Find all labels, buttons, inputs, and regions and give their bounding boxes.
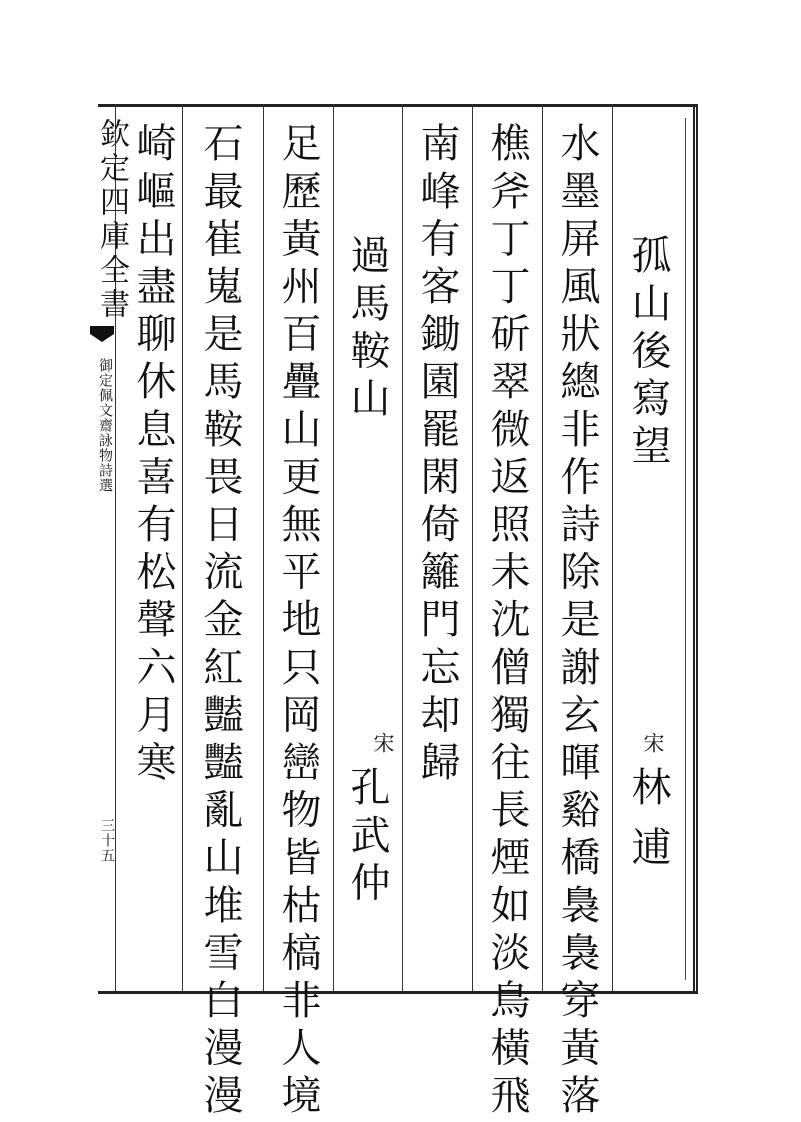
poem-dynasty: 宋 — [371, 732, 395, 756]
column-rule — [263, 104, 264, 991]
column-rule — [182, 104, 183, 991]
column-rule — [333, 104, 334, 991]
poem-line: 水墨屏風狀總非作詩除是謝玄暉谿橋裊裊穿黃落 — [554, 122, 600, 1122]
poem-author: 林逋 — [625, 766, 671, 886]
poem-line: 足歷黃州百疊山更無平地只岡巒物皆枯槁非人境 — [275, 122, 321, 1122]
column-rule — [472, 104, 473, 991]
column-rule — [542, 104, 543, 991]
book-title: 欽定四庫全書 — [94, 118, 129, 322]
poem-title: 孤山後寫望 — [625, 234, 671, 472]
fishtail-mark-icon — [88, 322, 116, 346]
column-rule — [612, 104, 613, 991]
poem-line: 南峰有客鋤園罷閑倚籬門忘却歸 — [414, 122, 460, 789]
poem-author: 孔武仲 — [344, 766, 390, 909]
frame-right-border — [693, 104, 698, 991]
poem-line: 石最崔嵬是馬鞍畏日流金紅豔豔亂山堆雪白漫漫 — [197, 122, 243, 1122]
page-frame — [94, 104, 698, 994]
poem-line: 樵斧丁丁斫翠微返照未沈僧獨往長煙如淡鳥橫飛 — [484, 122, 530, 1122]
poem-line: 崎嶇出盡聊休息喜有松聲六月寒 — [130, 122, 176, 789]
section-title: 御定佩文齋詠物詩選 — [97, 358, 113, 493]
poem-dynasty: 宋 — [641, 732, 665, 756]
poem-title: 過馬鞍山 — [344, 234, 390, 425]
page-number: 三十五 — [99, 818, 115, 863]
frame-inner-rule — [685, 118, 686, 980]
column-rule — [402, 104, 403, 991]
